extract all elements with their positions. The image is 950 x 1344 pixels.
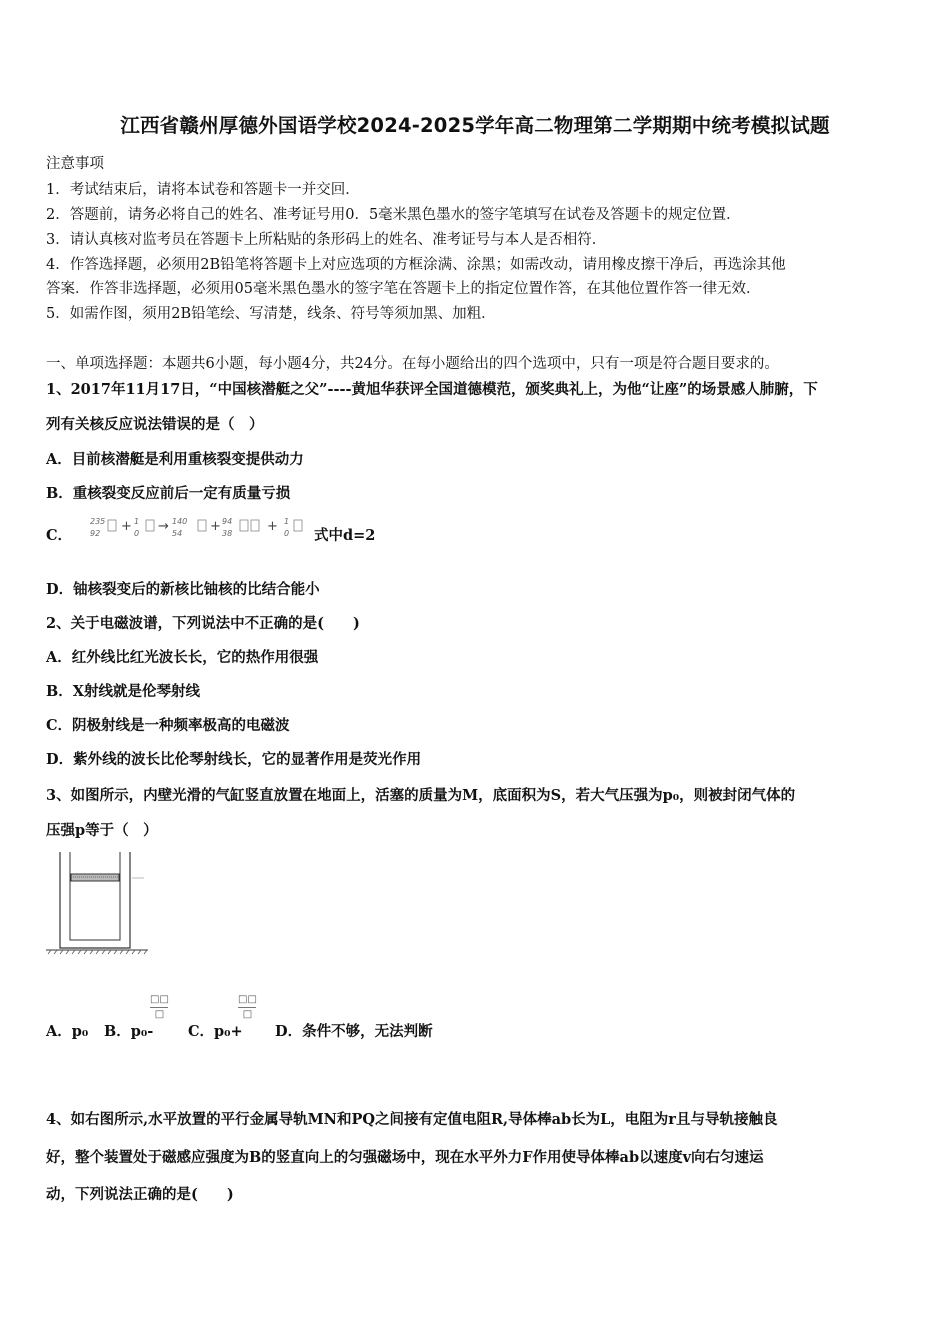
q1-option-c-label: C． [46, 527, 73, 544]
q2-option-c: C．阴极射线是一种频率极高的电磁波 [46, 717, 290, 734]
svg-text:1: 1 [134, 517, 140, 526]
fraction-image: □□ □ [238, 994, 257, 1020]
notice-item: 2．答题前，请务必将自己的姓名、准考证号用0．5毫米黑色墨水的签字笔填写在试卷及答题卡的规定位置． [46, 207, 741, 223]
q1-option-d: D．铀核裂变后的新核比铀核的比结合能小 [46, 581, 320, 598]
section-heading: 一、单项选择题：本题共6小题，每小题4分，共24分。在每小题给出的四个选项中，只有一项是符合题目要求的。 [46, 356, 779, 372]
svg-text:+: + [121, 519, 132, 534]
cylinder-piston-diagram [44, 848, 154, 958]
page-title: 江西省赣州厚德外国语学校2024-2025学年高二物理第二学期期中统考模拟试题 [120, 114, 830, 137]
svg-text:+: + [267, 519, 278, 534]
q3-option-c: C．p₀+ [188, 1023, 243, 1040]
notice-item: 1．考试结束后，请将本试卷和答题卡一并交回． [46, 182, 360, 198]
q1-stem-line1: 1、2017年11月17日，“中国核潜艇之父”----黄旭华获评全国道德模范，颁奖典礼上，为他“让座”的场景感人肺腑，下 [46, 381, 818, 398]
q2-option-a: A．红外线比红光波长长，它的热作用很强 [46, 649, 319, 666]
q3-option-a: A．p₀ [46, 1023, 89, 1040]
svg-text:94: 94 [222, 517, 233, 526]
fraction-image: □□ □ [150, 994, 169, 1020]
q2-option-b: B．X射线就是伦琴射线 [46, 683, 201, 700]
q4-stem-line1: 4、如右图所示,水平放置的平行金属导轨MN和PQ之间接有定值电阻R,导体棒ab长为L，电阻为r且与导轨接触良 [46, 1111, 778, 1128]
svg-text:54: 54 [172, 529, 183, 538]
notice-item: 5．如需作图，须用2B铅笔绘、写清楚，线条、符号等须加黑、加粗． [46, 306, 496, 322]
svg-text:140: 140 [172, 517, 188, 526]
svg-text:0: 0 [134, 529, 140, 538]
notice-item: 答案．作答非选择题，必须用05毫米黑色墨水的签字笔在答题卡上的指定位置作答，在其他位置作答一律无效． [46, 281, 761, 297]
q3-option-b: B．p₀- [104, 1023, 154, 1040]
svg-text:1: 1 [284, 517, 290, 526]
q4-stem-line3: 动，下列说法正确的是( ) [46, 1186, 234, 1203]
q1-stem-line2: 列有关核反应说法错误的是（ ） [46, 416, 264, 433]
notice-heading: 注意事项 [46, 156, 104, 172]
q3-option-d: D．条件不够，无法判断 [275, 1023, 433, 1040]
svg-text:38: 38 [222, 529, 233, 538]
q3-stem-line1: 3、如图所示，内壁光滑的气缸竖直放置在地面上，活塞的质量为M，底面积为S，若大气压强为p₀，则被封闭气体的 [46, 787, 796, 804]
svg-text:92: 92 [90, 529, 101, 538]
q1-option-b: B．重核裂变反应前后一定有质量亏损 [46, 485, 291, 502]
svg-text:+: + [210, 519, 221, 534]
notice-item: 4．作答选择题，必须用2B铅笔将答题卡上对应选项的方框涂满、涂黑；如需改动，请用橡皮擦干净后，再选涂其他 [46, 257, 786, 273]
q1-option-c-tail: 式中d=2 [314, 527, 376, 544]
q2-option-d: D．紫外线的波长比伦琴射线长，它的显著作用是荧光作用 [46, 751, 422, 768]
q4-stem-line2: 好，整个装置处于磁感应强度为B的竖直向上的匀强磁场中，现在水平外力F作用使导体棒ab以速度v向右匀速运 [46, 1149, 764, 1166]
svg-text:235: 235 [90, 517, 106, 526]
q3-stem-line2: 压强p等于（ ） [46, 822, 158, 839]
svg-text:0: 0 [284, 529, 290, 538]
q1-option-a: A．目前核潜艇是利用重核裂变提供动力 [46, 451, 304, 468]
notice-item: 3．请认真核对监考员在答题卡上所粘贴的条形码上的姓名、准考证号与本人是否相符． [46, 232, 607, 248]
svg-text:→: → [158, 519, 169, 534]
q2-stem: 2、关于电磁波谱，下列说法中不正确的是( ) [46, 615, 360, 632]
